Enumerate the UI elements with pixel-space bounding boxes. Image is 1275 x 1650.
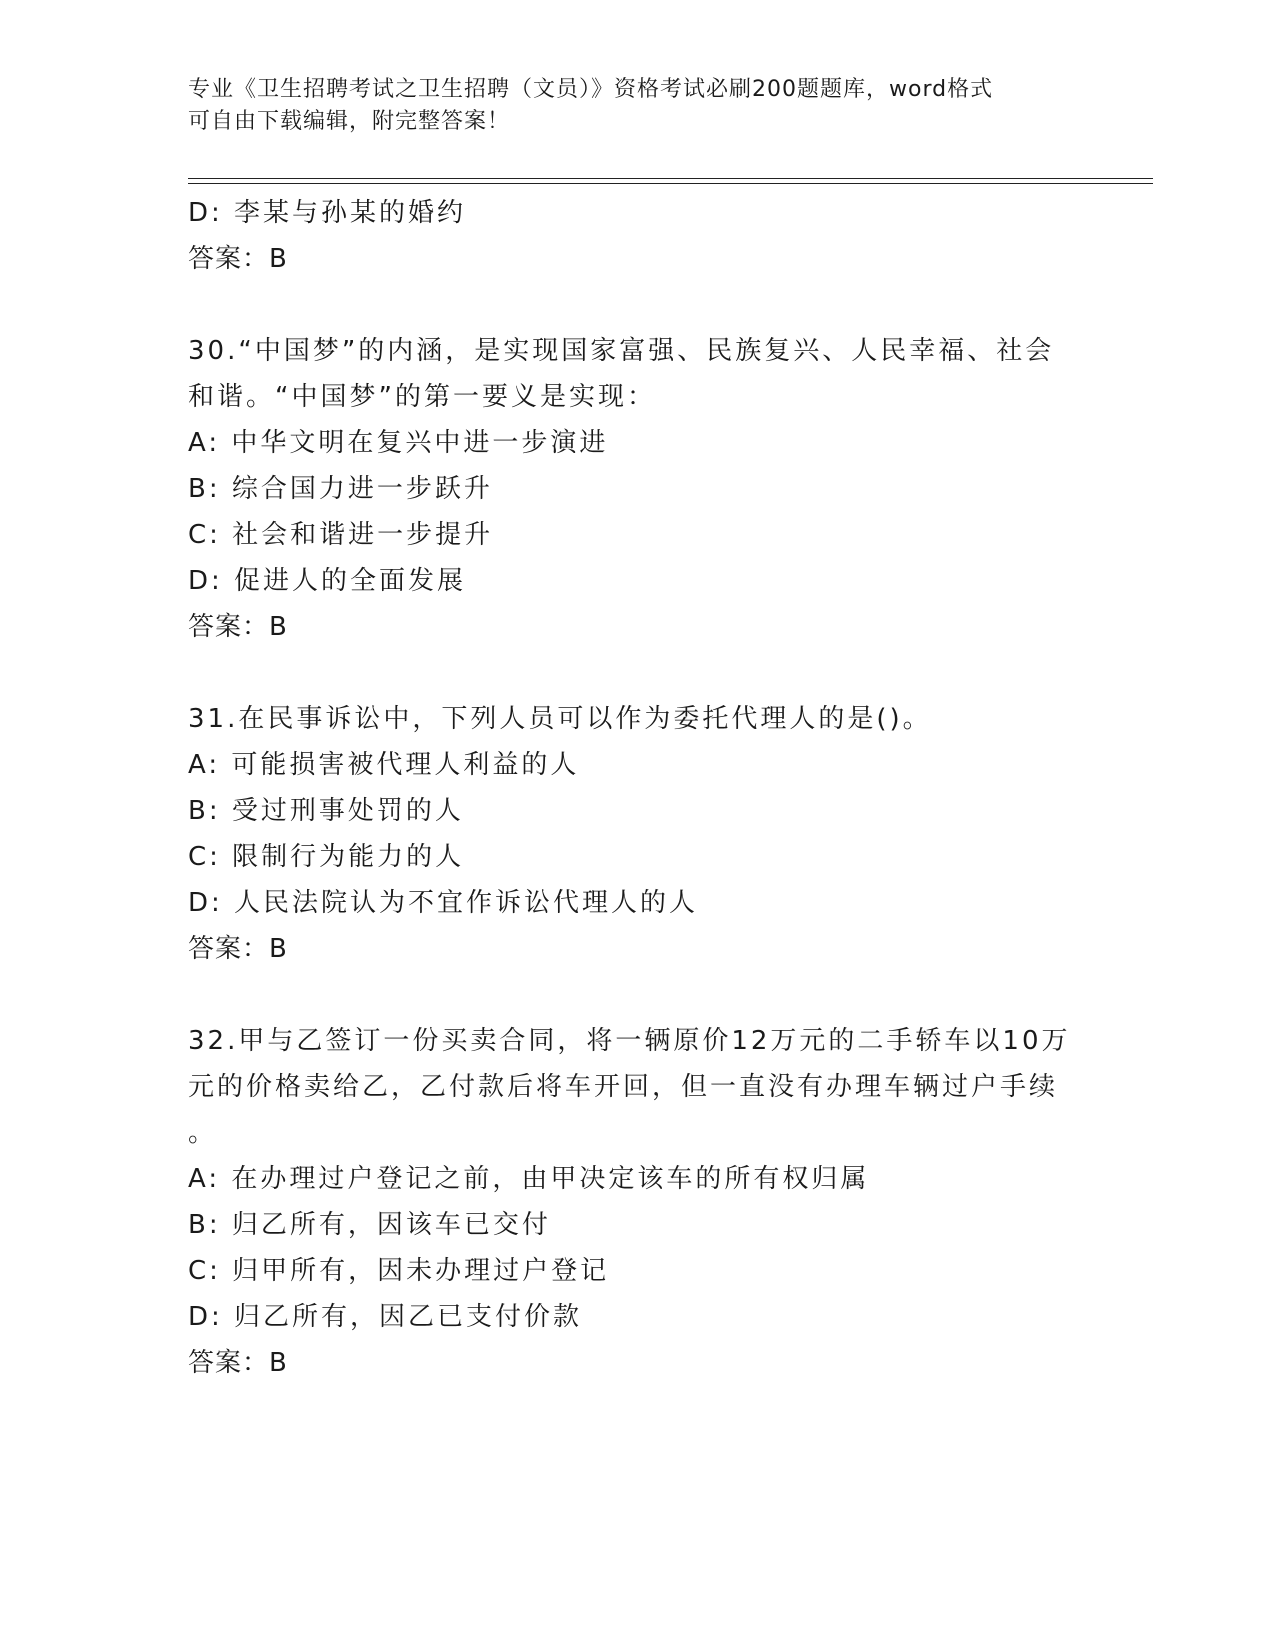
spacer bbox=[188, 972, 1088, 1018]
header-line-1: 专业《卫生招聘考试之卫生招聘（文员）》资格考试必刷200题题库，word格式 bbox=[188, 77, 994, 102]
option-a: A: 在办理过户登记之前，由甲决定该车的所有权归属 bbox=[188, 1164, 870, 1194]
option-c: C: 社会和谐进一步提升 bbox=[188, 520, 494, 550]
spacer bbox=[188, 282, 1088, 328]
option-d: D: 归乙所有，因乙已支付价款 bbox=[188, 1302, 583, 1332]
option-c: C: 限制行为能力的人 bbox=[188, 842, 465, 872]
option-b: B: 归乙所有，因该车已交付 bbox=[188, 1210, 551, 1240]
header-line-2: 可自由下载编辑，附完整答案！ bbox=[188, 109, 511, 134]
answer-line: 答案：B bbox=[188, 934, 288, 964]
question-stem: 30.“中国梦”的内涵，是实现国家富强、民族复兴、人民幸福、社会 bbox=[188, 336, 1055, 366]
question-stem: 元的价格卖给乙，乙付款后将车开回，但一直没有办理车辆过户手续 bbox=[188, 1072, 1059, 1102]
option-d: D: 李某与孙某的婚约 bbox=[188, 198, 467, 228]
document-body bbox=[188, 190, 1088, 1386]
answer-line: 答案：B bbox=[188, 244, 288, 274]
spacer bbox=[188, 650, 1088, 696]
question-stem: 31.在民事诉讼中，下列人员可以作为委托代理人的是()。 bbox=[188, 704, 932, 734]
option-d: D: 促进人的全面发展 bbox=[188, 566, 467, 596]
answer-line: 答案：B bbox=[188, 612, 288, 642]
header-divider-bottom bbox=[188, 183, 1153, 184]
question-32 bbox=[188, 1018, 1088, 1386]
answer-line: 答案：B bbox=[188, 1348, 288, 1378]
document-header bbox=[188, 74, 1088, 138]
question-30 bbox=[188, 328, 1088, 650]
option-d: D: 人民法院认为不宜作诉讼代理人的人 bbox=[188, 888, 699, 918]
question-31 bbox=[188, 696, 1088, 972]
option-b: B: 综合国力进一步跃升 bbox=[188, 474, 493, 504]
question-stem-end: 。 bbox=[188, 1118, 218, 1148]
option-a: A: 中华文明在复兴中进一步演进 bbox=[188, 428, 609, 458]
question-stem: 和谐。“中国梦”的第一要义是实现： bbox=[188, 382, 656, 412]
option-a: A: 可能损害被代理人利益的人 bbox=[188, 750, 580, 780]
question-stem: 32.甲与乙签订一份买卖合同，将一辆原价12万元的二手轿车以10万 bbox=[188, 1026, 1071, 1056]
option-c: C: 归甲所有，因未办理过户登记 bbox=[188, 1256, 610, 1286]
header-divider-top bbox=[188, 178, 1153, 179]
option-b: B: 受过刑事处罚的人 bbox=[188, 796, 464, 826]
